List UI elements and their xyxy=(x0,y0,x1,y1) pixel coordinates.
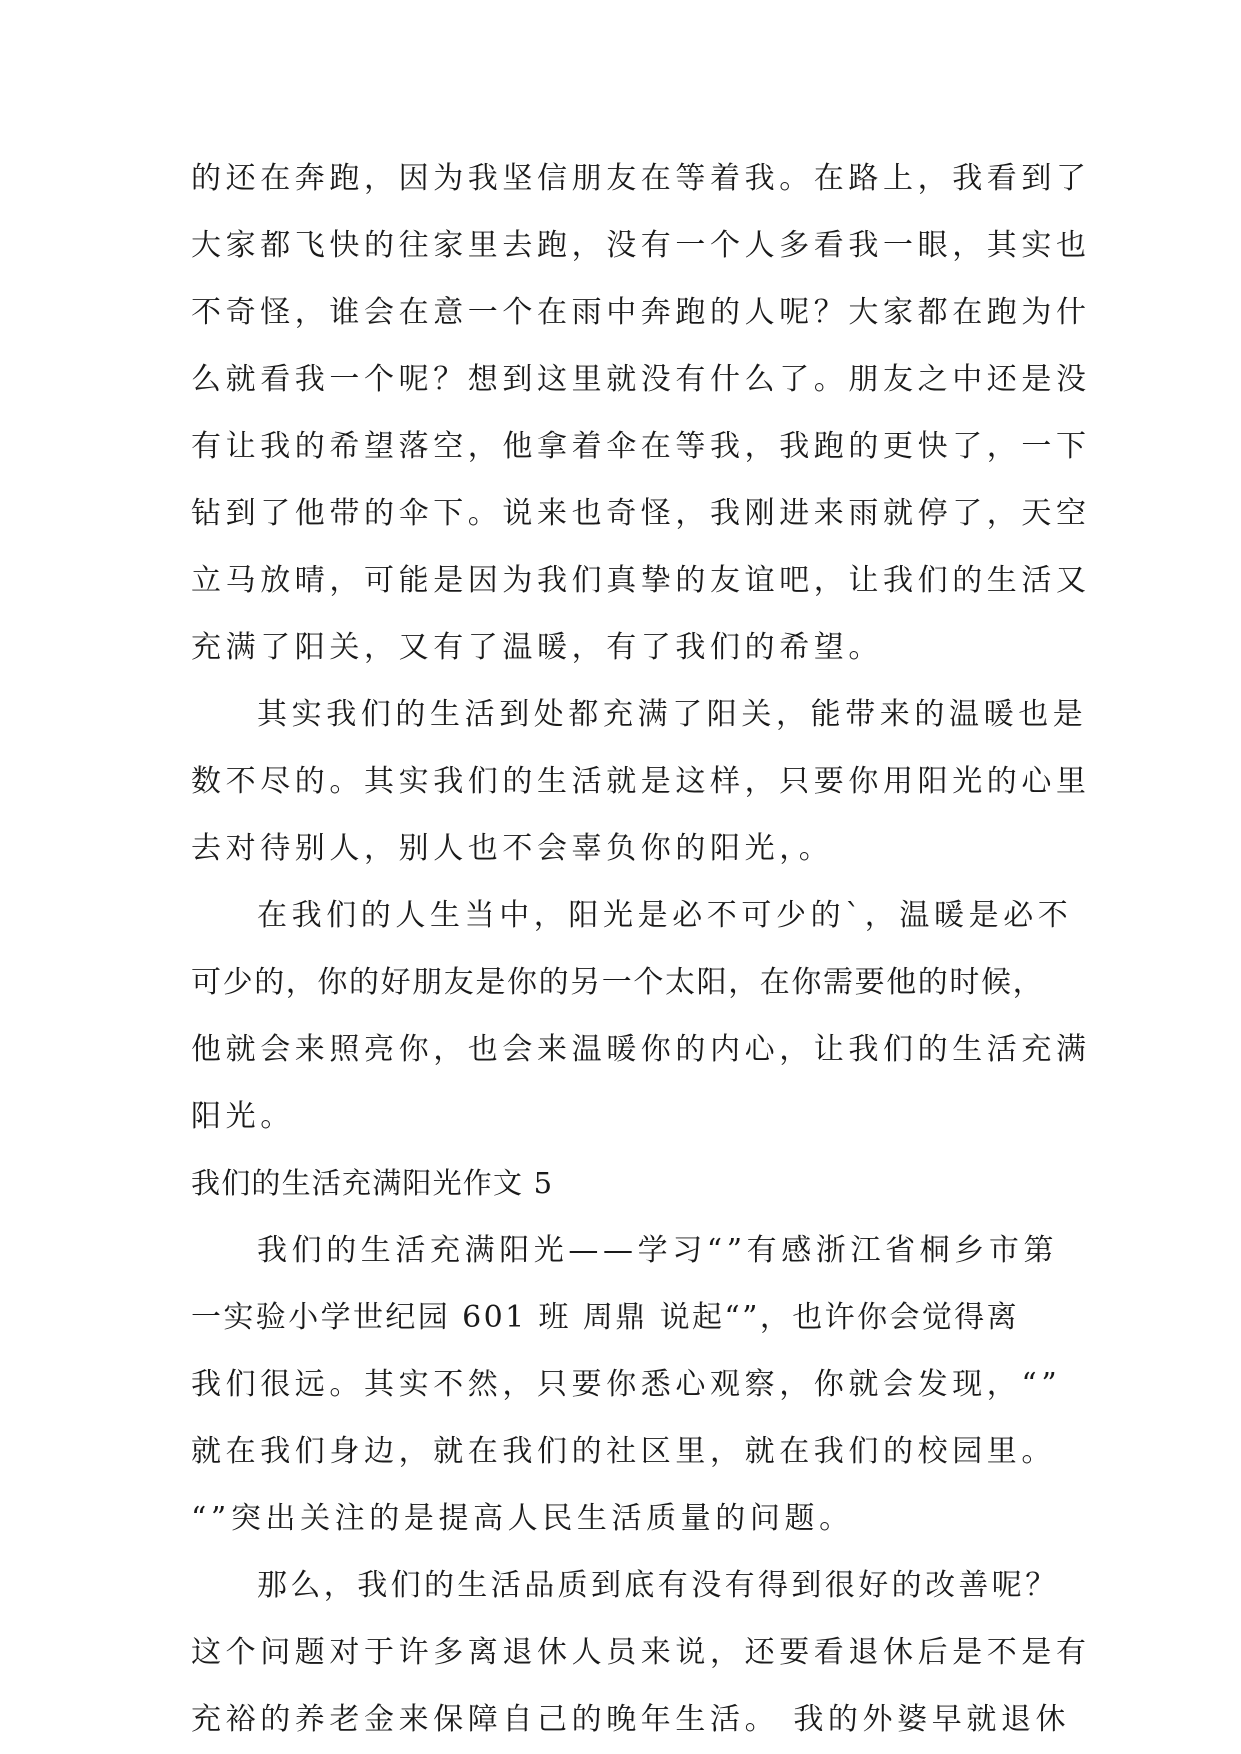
text-line: 可少的，你的好朋友是你的另一个太阳，在你需要他的时候， xyxy=(191,965,1045,1000)
text-line: 这个问题对于许多离退休人员来说，还要看退休后是不是有 xyxy=(191,1635,1091,1670)
text-line: 大家都飞快的往家里去跑，没有一个人多看我一眼，其实也 xyxy=(191,228,1091,263)
text-line: 在我们的人生当中，阳光是必不可少的`，温暖是必不 xyxy=(257,898,1073,933)
text-line: 数不尽的。其实我们的生活就是这样，只要你用阳光的心里 xyxy=(191,764,1091,799)
text-line: “”突出关注的是提高人民生活质量的问题。 xyxy=(191,1501,854,1536)
text-line: 有让我的希望落空，他拿着伞在等我，我跑的更快了，一下 xyxy=(191,429,1091,464)
text-line: 去对待别人，别人也不会辜负你的阳光，。 xyxy=(191,831,834,866)
text-line: 立马放晴，可能是因为我们真挚的友谊吧，让我们的生活又 xyxy=(191,563,1091,598)
paragraph-2 xyxy=(191,681,1091,882)
section-heading: 我们的生活充满阳光作文 5 xyxy=(191,1166,554,1200)
text-line: 我们很远。其实不然，只要你悉心观察，你就会发现，“” xyxy=(191,1367,1062,1402)
paragraph-3 xyxy=(191,882,1091,1150)
text-line: 的还在奔跑，因为我坚信朋友在等着我。在路上，我看到了 xyxy=(191,161,1091,196)
text-line: 其实我们的生活到处都充满了阳关，能带来的温暖也是 xyxy=(257,697,1088,732)
text-line: 一实验小学世纪园 601 班 周鼎 说起“”，也许你会觉得离 xyxy=(191,1300,1020,1335)
document-page xyxy=(191,145,1091,1753)
paragraph-1 xyxy=(191,145,1091,681)
text-line: 么就看我一个呢？想到这里就没有什么了。朋友之中还是没 xyxy=(191,362,1091,397)
text-line: 就在我们身边，就在我们的社区里，就在我们的校园里。 xyxy=(191,1434,1056,1469)
text-line: 不奇怪，谁会在意一个在雨中奔跑的人呢？大家都在跑为什 xyxy=(191,295,1091,330)
text-line: 充满了阳关，又有了温暖，有了我们的希望。 xyxy=(191,630,883,665)
text-line: 他就会来照亮你，也会来温暖你的内心，让我们的生活充满 xyxy=(191,1032,1091,1067)
text-line: 我们的生活充满阳光——学习“”有感浙江省桐乡市第 xyxy=(257,1233,1059,1268)
text-line: 那么，我们的生活品质到底有没有得到很好的改善呢？ xyxy=(257,1568,1059,1603)
text-line: 充裕的养老金来保障自己的晚年生活。 我的外婆早就退休 xyxy=(191,1702,1071,1737)
paragraph-4 xyxy=(191,1217,1062,1552)
paragraph-5 xyxy=(191,1552,1091,1753)
text-line: 钻到了他带的伞下。说来也奇怪，我刚进来雨就停了，天空 xyxy=(191,496,1091,531)
text-line: 阳光。 xyxy=(191,1099,295,1134)
